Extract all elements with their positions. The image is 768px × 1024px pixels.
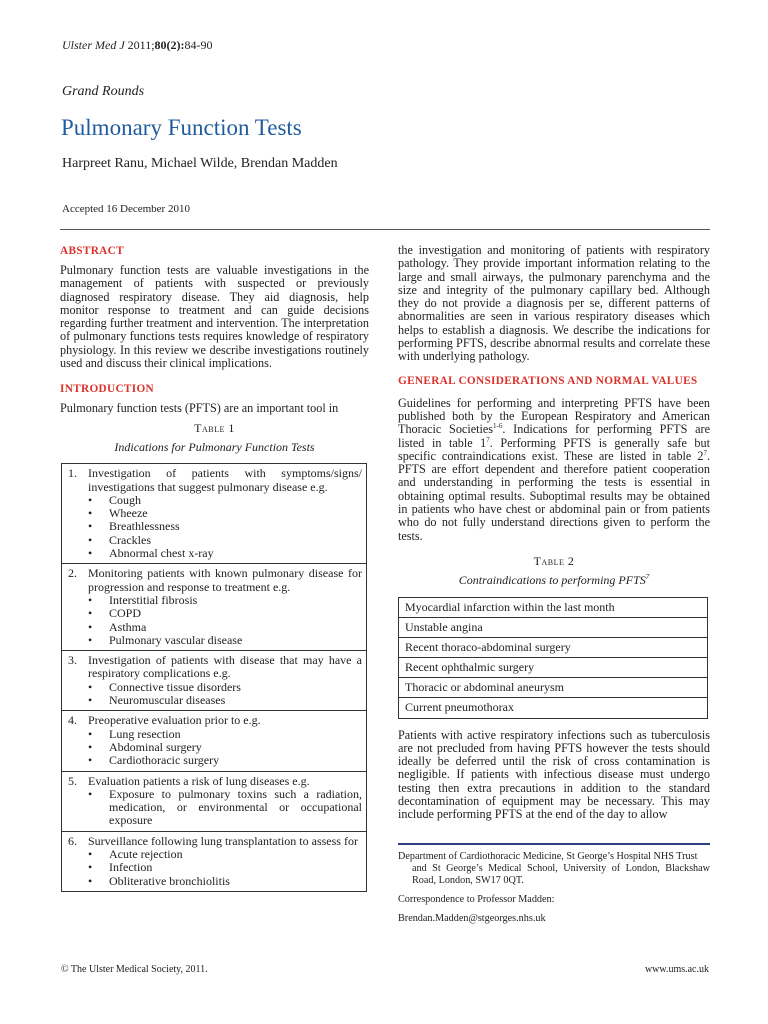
table1-row-text: Monitoring patients with known pulmonary disease for progression and response to treatment e.g. <box>88 566 362 594</box>
affiliation-address: Department of Cardiothoracic Medicine, St George’s Hospital NHS Trust and St George’s Medical School, University of London, Blackshaw Road, London, SW17 0QT. <box>398 851 710 886</box>
table1-bullet-item: • Abdominal surgery <box>88 739 202 754</box>
table2 <box>398 597 708 719</box>
caption-superscript: 7 <box>645 573 650 582</box>
table1-bullet-item: • Wheeze <box>88 506 148 521</box>
journal-year: 2011; <box>127 38 155 52</box>
abstract-text: Pulmonary function tests are valuable investigations in the management of patients with suspected or previously diagnosed respiratory disease. They aid diagnosis, help monitor response to treatment and can guide decisions regarding further treatment and intervention. The interpretation of pulmonary functions tests requires knowledge of respiratory physiology. In this review we describe investigations routinely used and discuss their clinical implications. <box>60 263 369 371</box>
table1-row-text: Investigation of patients with disease that may have a respiratory complications e.g. <box>88 653 362 681</box>
table1-bullet-item: • Neuromuscular diseases <box>88 693 226 708</box>
table1-row-text: Evaluation patients a risk of lung diseases e.g. <box>88 773 310 788</box>
table1-bullet-item: • Cough <box>88 492 142 507</box>
table1-bullet-item: • Lung resection <box>88 726 181 741</box>
accepted-date: Accepted 16 December 2010 <box>62 203 190 215</box>
table2-label: Table 2 <box>533 553 575 568</box>
table1-row-text: Investigation of patients with symptoms/signs/ investigations that suggest pulmonary disease e.g. <box>88 466 362 494</box>
general-considerations-heading: GENERAL CONSIDERATIONS AND NORMAL VALUES <box>398 374 698 387</box>
footer-website[interactable]: www.ums.ac.uk <box>644 964 709 975</box>
table1-row-number: 5. <box>68 773 77 788</box>
table1-row-number: 1. <box>68 466 77 481</box>
table1-caption: Indications for Pulmonary Function Tests <box>114 439 315 454</box>
table1-row-text: Surveillance following lung transplantation to assess for <box>88 833 358 848</box>
table1-row-number: 4. <box>68 713 77 728</box>
table1-bullet-item: • Obliterative bronchiolitis <box>88 873 230 888</box>
table1-bullet-item: • Crackles <box>88 532 151 547</box>
table1-bullet-item: • Cardiothoracic surgery <box>88 753 220 768</box>
table1-bullet-item: • Connective tissue disorders <box>88 679 241 694</box>
table1-bullet-item: • COPD <box>88 606 142 621</box>
general-considerations-text: Guidelines for performing and interpreting PFTS have been published both by the European Respiratory and American Thoracic Societies$^{1-6}$. Indications for performing PFTS are listed in table $1^7$. Performing PFTS is generally safe but specific contraindications exist. These are listed in table $2^7$. PFTS are effort dependent and therefore patient cooperation and understanding in performing the tests is essential in obtaining optimal results. Suboptimal results may be obtained in patients who have chest or abdominal pain or from patients who do not fully understand directions given to perform the tests. <box>398 395 710 543</box>
table1-row <box>62 772 366 832</box>
journal-citation <box>62 38 213 53</box>
article-title: Pulmonary Function Tests <box>61 115 302 140</box>
table1-row-number: 6. <box>68 833 77 848</box>
table1-bullet-item: • Pulmonary vascular disease <box>88 632 243 647</box>
section-label: Grand Rounds <box>62 84 145 99</box>
table2-row: Current pneumothorax <box>405 699 514 714</box>
table1-row <box>62 651 366 711</box>
affiliation-block <box>398 851 710 932</box>
table1-label: Table 1 <box>194 420 235 435</box>
table1-row <box>62 711 366 771</box>
table1-row-number: 3. <box>68 653 77 668</box>
left-column <box>60 244 369 892</box>
abstract-heading: ABSTRACT <box>60 245 124 257</box>
table1-bullet-list <box>88 681 362 708</box>
citation-superscript: 1-6 <box>493 422 503 431</box>
table2-row: Recent ophthalmic surgery <box>399 658 707 678</box>
table1 <box>61 463 367 892</box>
introduction-continuation: the investigation and monitoring of patients with respiratory pathology. They provide important information relating to the large and small airways, the pulmonary parenchyma and the size and integrity of the pulmonary capillary bed. Although they do not provide a diagnosis per se, different patterns of abnormalities are seen in various respiratory diseases which helps to establish a diagnosis. We describe the indications for performing PFTS, describe abnormal results and correlate these with underlying pathology. <box>398 243 710 364</box>
citation-superscript: 7 <box>703 448 707 457</box>
table1-row <box>62 832 366 891</box>
table1-bullet-list <box>88 594 362 647</box>
table1-bullet-item: • Infection <box>88 860 153 875</box>
correspondence-email: Brendan.Madden@stgeorges.nhs.uk <box>398 913 546 924</box>
table2-row: Thoracic or abdominal aneurysm <box>399 678 707 698</box>
header-divider <box>60 229 710 230</box>
table2-row: Recent thoraco-abdominal surgery <box>399 638 707 658</box>
table1-bullet-list <box>88 848 362 888</box>
correspondence-label: Correspondence to Professor Madden: <box>398 894 555 905</box>
table1-row-number: 2. <box>68 566 77 581</box>
right-column <box>398 244 710 830</box>
table2-row: Myocardial infarction within the last month <box>399 598 707 618</box>
authors: Harpreet Ranu, Michael Wilde, Brendan Madden <box>62 156 338 171</box>
infection-paragraph: Patients with active respiratory infections such as tuberculosis are not precluded from having PFTS however the tests should ideally be deferred until the risk of cross contamination is negligible. If patients with infectious disease must undergo testing then extra precautions in addition to the standard decontamination of equipment may be necessary. This may include performing PFTS at the end of the day to allow <box>398 727 710 822</box>
journal-name: Ulster Med J <box>62 38 125 52</box>
table1-bullet-item: • Interstitial fibrosis <box>88 592 198 607</box>
table1-bullet-item: • Exposure to pulmonary toxins such a radiation, medication, or environmental or occupational exposure <box>88 786 362 828</box>
table1-bullet-item: • Breathlessness <box>88 519 180 534</box>
introduction-heading: INTRODUCTION <box>60 383 154 396</box>
table1-row <box>62 464 366 564</box>
table2-row: Unstable angina <box>399 618 707 638</box>
journal-volume: 80(2): <box>154 38 185 52</box>
table1-bullet-item: • Asthma <box>88 619 147 634</box>
affiliation-divider <box>398 843 710 845</box>
table1-bullet-item: • Abnormal chest x-ray <box>88 546 214 561</box>
table2-caption: Contraindications to performing PFTS$^7$ <box>458 573 650 588</box>
table1-row-text: Preoperative evaluation prior to e.g. <box>88 713 261 728</box>
table1-bullet-list <box>88 788 362 828</box>
journal-pages: 84-90 <box>184 38 213 52</box>
footer-copyright: © The Ulster Medical Society, 2011. <box>61 964 208 975</box>
table1-bullet-list <box>88 728 362 768</box>
table1-row <box>62 564 366 651</box>
table1-bullet-item: • Acute rejection <box>88 846 183 861</box>
citation-superscript: 7 <box>486 435 490 444</box>
table1-bullet-list <box>88 494 362 560</box>
introduction-text: Pulmonary function tests (PFTS) are an important tool in <box>60 401 339 416</box>
